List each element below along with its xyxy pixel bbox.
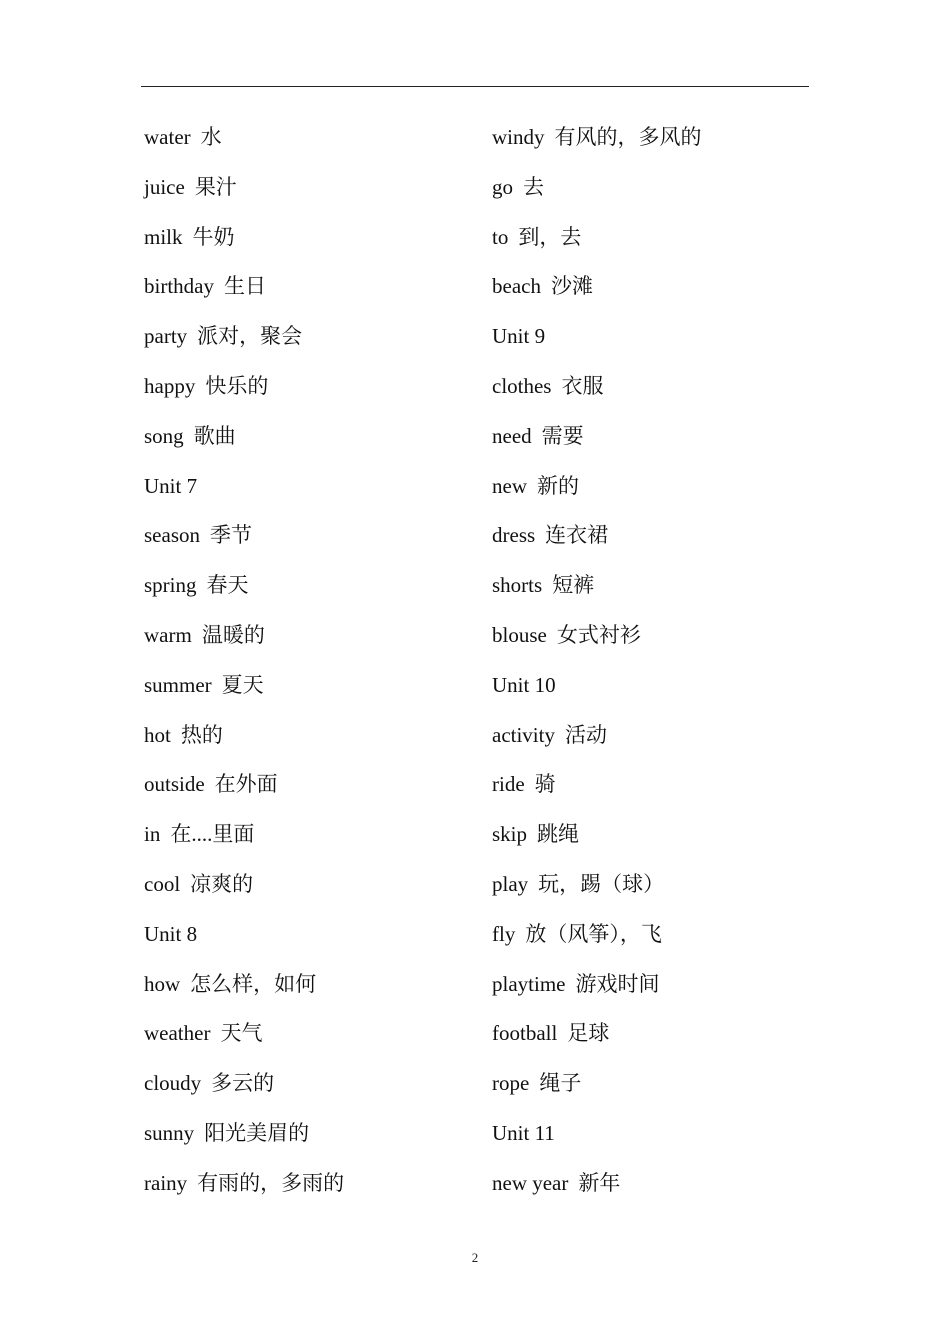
entry-chinese: 游戏时间 xyxy=(575,971,660,996)
entry-english: playtime xyxy=(492,971,566,996)
vocabulary-entry xyxy=(492,618,822,668)
entry-chinese: 去 xyxy=(523,174,544,199)
entry-english: new xyxy=(492,473,527,498)
entry-english: cloudy xyxy=(144,1071,202,1096)
entry-chinese: 短裤 xyxy=(552,573,595,598)
vocabulary-entry xyxy=(144,170,474,220)
vocabulary-entry xyxy=(492,817,822,867)
entry-english: rainy xyxy=(144,1170,188,1195)
entry-chinese: 绳子 xyxy=(539,1071,582,1096)
entry-english: outside xyxy=(144,772,205,797)
entry-english: Unit 10 xyxy=(492,672,556,697)
entry-chinese: 温暖的 xyxy=(201,622,265,647)
entry-chinese: 春天 xyxy=(206,573,249,598)
vocabulary-column-right xyxy=(492,120,822,1216)
vocabulary-entry xyxy=(492,120,822,170)
entry-chinese: 新的 xyxy=(537,473,579,498)
vocabulary-entry xyxy=(144,1166,474,1216)
entry-english: fly xyxy=(492,921,516,946)
entry-chinese: 水 xyxy=(200,125,222,149)
entry-chinese: 女式衬衫 xyxy=(556,622,641,647)
entry-english: birthday xyxy=(144,274,214,299)
entry-chinese: 牛奶 xyxy=(192,224,235,249)
entry-english: activity xyxy=(492,722,555,747)
entry-chinese: 凉爽的 xyxy=(190,871,254,896)
entry-chinese: 怎么样，如何 xyxy=(190,971,317,996)
entry-english: water xyxy=(144,125,191,149)
entry-chinese: 在....里面 xyxy=(170,822,255,847)
vocabulary-entry xyxy=(492,568,822,618)
entry-chinese: 连衣裙 xyxy=(545,523,609,548)
entry-chinese: 果汁 xyxy=(194,174,237,199)
vocabulary-entry xyxy=(144,1116,474,1166)
vocabulary-entry xyxy=(144,668,474,718)
entry-chinese: 新年 xyxy=(578,1170,621,1195)
entry-english: hot xyxy=(144,722,171,747)
entry-chinese: 阳光美眉的 xyxy=(204,1120,310,1145)
entry-english: milk xyxy=(144,224,183,249)
entry-english: summer xyxy=(144,672,212,697)
entry-english: windy xyxy=(492,125,545,149)
entry-chinese: 生日 xyxy=(223,274,266,299)
unit-heading xyxy=(144,917,474,967)
entry-english: clothes xyxy=(492,373,552,398)
entry-chinese: 快乐的 xyxy=(205,373,269,398)
header-rule xyxy=(141,86,809,87)
vocabulary-entry xyxy=(144,269,474,319)
unit-heading xyxy=(492,668,822,718)
entry-english: shorts xyxy=(492,573,543,598)
vocabulary-entry xyxy=(492,1166,822,1216)
entry-english: cool xyxy=(144,871,181,896)
entry-chinese: 热的 xyxy=(180,722,223,747)
vocabulary-entry xyxy=(492,767,822,817)
entry-chinese: 需要 xyxy=(541,423,584,448)
vocabulary-entry xyxy=(492,369,822,419)
entry-chinese: 放（风筝），飞 xyxy=(525,921,662,946)
entry-chinese: 季节 xyxy=(210,523,252,548)
entry-english: new year xyxy=(492,1170,569,1195)
vocabulary-entry xyxy=(492,518,822,568)
vocabulary-entry xyxy=(144,518,474,568)
entry-english: beach xyxy=(492,274,541,299)
entry-english: dress xyxy=(492,523,536,548)
entry-english: season xyxy=(144,523,200,548)
entry-chinese: 骑 xyxy=(534,772,556,797)
vocabulary-entry xyxy=(492,1066,822,1116)
vocabulary-entry xyxy=(492,867,822,917)
entry-english: blouse xyxy=(492,622,547,647)
vocabulary-entry xyxy=(144,120,474,170)
entry-english: Unit 11 xyxy=(492,1120,555,1145)
vocabulary-entry xyxy=(144,718,474,768)
entry-english: play xyxy=(492,871,529,896)
vocabulary-entry xyxy=(492,220,822,270)
vocabulary-entry xyxy=(144,369,474,419)
vocabulary-entry xyxy=(144,1066,474,1116)
vocabulary-entry xyxy=(144,568,474,618)
vocabulary-entry xyxy=(144,1016,474,1066)
unit-heading xyxy=(492,1116,822,1166)
entry-chinese: 到，去 xyxy=(518,224,582,249)
entry-english: sunny xyxy=(144,1120,195,1145)
vocabulary-entry xyxy=(144,767,474,817)
entry-chinese: 在外面 xyxy=(214,772,278,797)
vocabulary-entry xyxy=(492,967,822,1017)
vocabulary-column-left xyxy=(144,120,474,1216)
entry-chinese: 跳绳 xyxy=(537,822,580,847)
vocabulary-entry xyxy=(492,917,822,967)
vocabulary-entry xyxy=(144,220,474,270)
entry-english: how xyxy=(144,971,181,996)
entry-english: football xyxy=(492,1021,558,1046)
entry-chinese: 沙滩 xyxy=(550,274,593,299)
vocabulary-entry xyxy=(144,867,474,917)
entry-chinese: 派对，聚会 xyxy=(197,324,303,349)
entry-english: warm xyxy=(144,622,192,647)
entry-chinese: 夏天 xyxy=(221,672,264,697)
entry-english: rope xyxy=(492,1071,530,1096)
vocabulary-entry xyxy=(144,817,474,867)
vocabulary-entry xyxy=(492,1016,822,1066)
entry-english: weather xyxy=(144,1021,211,1046)
entry-chinese: 歌曲 xyxy=(193,423,236,448)
entry-english: Unit 8 xyxy=(144,921,198,946)
vocabulary-entry xyxy=(492,170,822,220)
entry-english: happy xyxy=(144,373,196,398)
vocabulary-entry xyxy=(144,319,474,369)
entry-chinese: 玩，踢（球） xyxy=(538,871,665,896)
vocabulary-entry xyxy=(144,419,474,469)
entry-chinese: 有风的，多风的 xyxy=(554,125,702,149)
vocabulary-entry xyxy=(492,419,822,469)
entry-english: song xyxy=(144,423,184,448)
entry-chinese: 衣服 xyxy=(561,373,604,398)
vocabulary-entry xyxy=(492,718,822,768)
vocabulary-entry xyxy=(492,469,822,519)
entry-chinese: 足球 xyxy=(567,1021,610,1046)
entry-english: to xyxy=(492,224,509,249)
entry-english: skip xyxy=(492,822,528,847)
entry-chinese: 多云的 xyxy=(211,1071,275,1096)
entry-english: Unit 7 xyxy=(144,473,198,498)
entry-chinese: 活动 xyxy=(564,722,607,747)
entry-english: go xyxy=(492,174,513,199)
entry-english: ride xyxy=(492,772,525,797)
vocabulary-entry xyxy=(144,618,474,668)
entry-english: need xyxy=(492,423,532,448)
unit-heading xyxy=(144,469,474,519)
entry-chinese: 天气 xyxy=(220,1021,263,1046)
entry-english: Unit 9 xyxy=(492,324,546,349)
entry-chinese: 有雨的，多雨的 xyxy=(197,1170,345,1195)
entry-english: in xyxy=(144,822,161,847)
entry-english: party xyxy=(144,324,188,349)
entry-english: juice xyxy=(144,174,185,199)
vocabulary-entry xyxy=(492,269,822,319)
unit-heading xyxy=(492,319,822,369)
vocabulary-entry xyxy=(144,967,474,1017)
entry-english: spring xyxy=(144,573,197,598)
page-number: 2 xyxy=(471,1250,479,1265)
